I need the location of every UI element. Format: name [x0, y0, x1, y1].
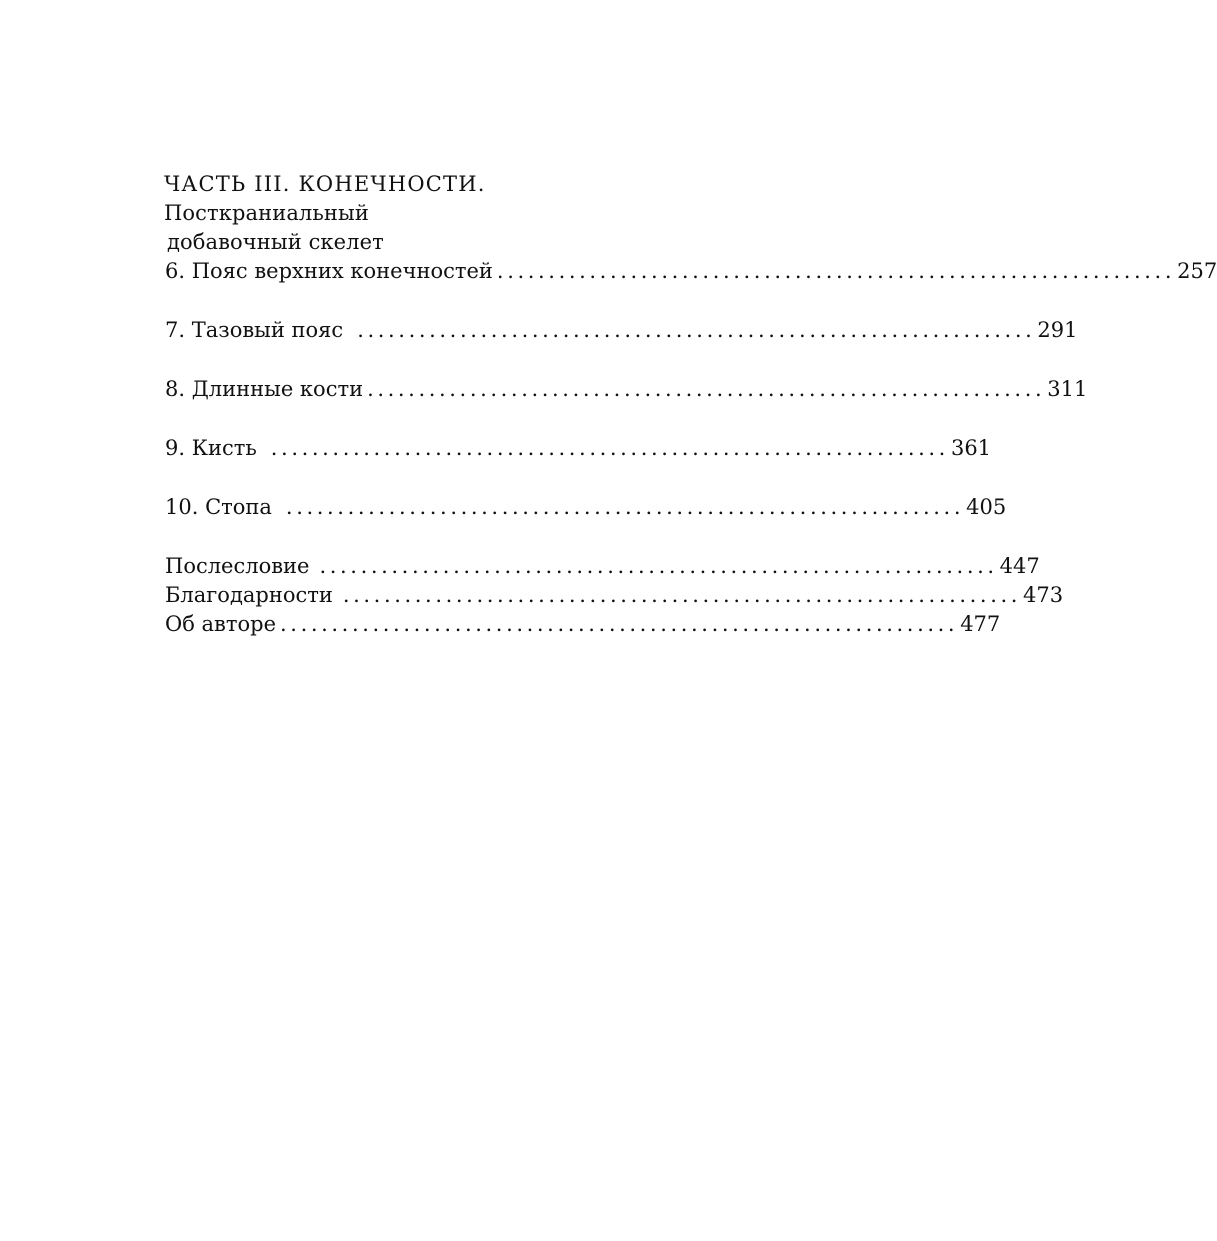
toc-entry-title: 8. Длинные кости: [165, 377, 364, 401]
dot-leader: ..................................................................: [342, 583, 1022, 607]
toc-entry[interactable]: [165, 581, 1064, 610]
toc-entry[interactable]: [165, 257, 1217, 286]
toc-entry-page: 477: [960, 612, 1001, 636]
toc-entry-title: 9. Кисть: [165, 436, 257, 460]
toc-chapter-9: [165, 434, 992, 463]
dot-leader: ..................................................................: [319, 554, 998, 578]
toc-entry[interactable]: [165, 316, 1078, 345]
toc-entry-page: 361: [950, 436, 992, 460]
part-heading-line1: [164, 170, 633, 228]
toc-entry[interactable]: [165, 375, 1088, 404]
part-label: ЧАСТЬ III. КОНЕЧНОСТИ.: [164, 172, 486, 196]
toc-entry-title: 6. Пояс верхних конечностей: [165, 259, 493, 283]
part-title-line2: добавочный скелет: [167, 230, 384, 254]
toc-entry-title: Послесловие: [165, 554, 310, 578]
toc-entry-page: 405: [966, 495, 1007, 519]
toc-entry[interactable]: [165, 493, 1007, 522]
dot-leader: ..................................................................: [496, 259, 1176, 283]
toc-entry-title: 7. Тазовый пояс: [165, 318, 344, 342]
toc-entry-title: Об авторе: [165, 612, 277, 636]
part-title-line1: Посткраниальный: [164, 201, 369, 225]
toc-entry-title: 10. Стопа: [165, 495, 272, 519]
dot-leader: ..................................................................: [280, 612, 959, 636]
toc-entry-page: 447: [999, 554, 1040, 578]
toc-chapter-6: [165, 257, 1217, 286]
toc-entry-page: 473: [1023, 583, 1064, 607]
part-heading: [165, 170, 633, 257]
toc-entry-page: 257: [1177, 259, 1217, 283]
toc-entry[interactable]: [165, 434, 992, 463]
toc-entry[interactable]: [165, 610, 1001, 639]
toc-chapter-10: [165, 493, 1007, 522]
toc-entry-page: 311: [1047, 377, 1088, 401]
toc-entry-title: Благодарности: [165, 583, 333, 607]
dot-leader: ..................................................................: [285, 495, 965, 519]
toc-entry[interactable]: [165, 552, 1040, 581]
dot-leader: ..................................................................: [357, 318, 1036, 342]
toc-chapter-8: [165, 375, 1088, 404]
toc-entry-page: 291: [1037, 318, 1078, 342]
dot-leader: ..................................................................: [367, 377, 1046, 401]
toc-chapter-7: [165, 316, 1078, 345]
toc-back-matter: [165, 552, 1064, 639]
dot-leader: ..................................................................: [270, 436, 949, 460]
